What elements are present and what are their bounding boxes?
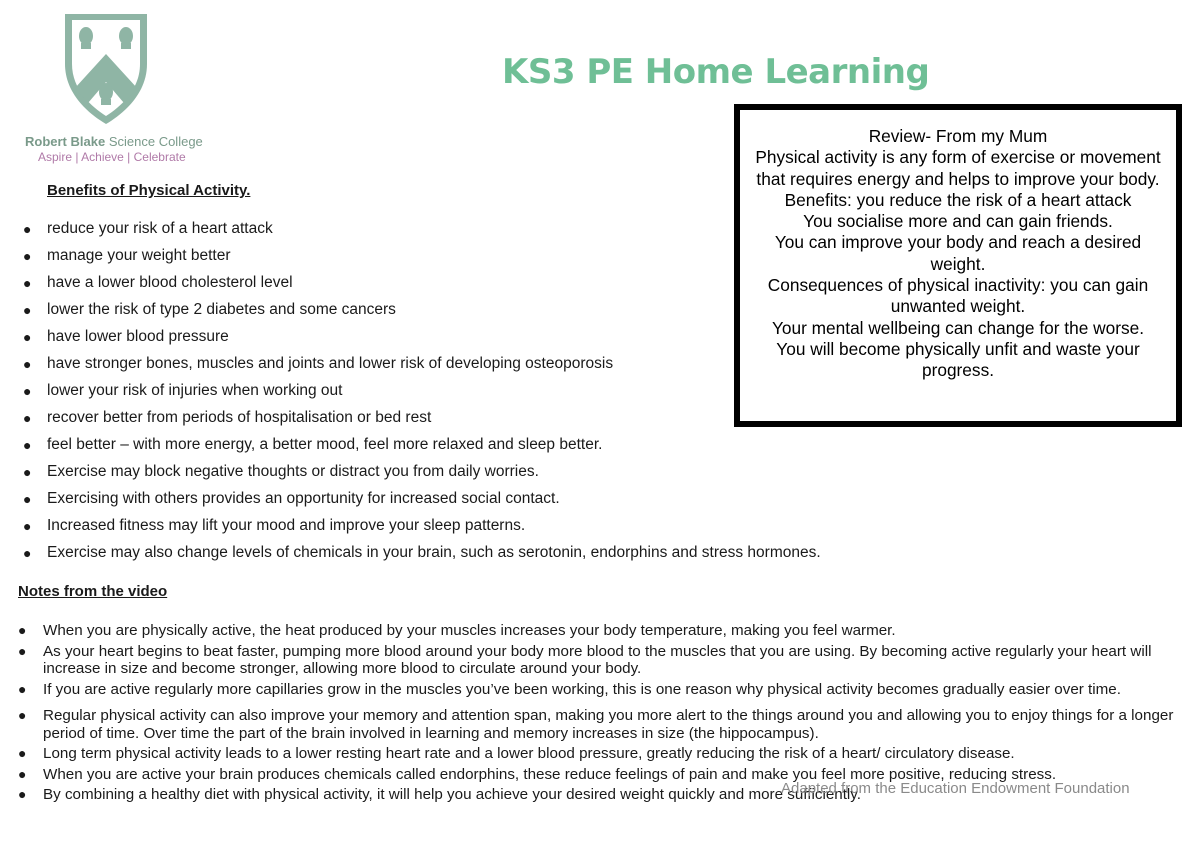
- list-item: ● Long term physical activity leads to a lower resting heart rate and a lower blood pressure, greatly reducing the risk of a heart/ circulatory disease.: [18, 745, 1015, 762]
- bullet-icon: ●: [18, 622, 27, 638]
- bullet-icon: ●: [23, 221, 32, 237]
- list-item: ● have lower blood pressure: [20, 326, 821, 353]
- review-line: Your mental wellbeing can change for the worse.: [771, 317, 1145, 338]
- review-line: You socialise more and can gain friends.: [803, 211, 1113, 232]
- list-item: ● reduce your risk of a heart attack: [20, 218, 821, 245]
- list-item: ● recover better from periods of hospitalisation or bed rest: [20, 407, 821, 434]
- list-item: ● When you are active your brain produces chemicals called endorphins, these reduce feelings of pain and make you feel more positive, reducing stress.: [18, 765, 1057, 783]
- source-credit: Adapted from the Education Endowment Foundation: [781, 780, 1130, 797]
- bullet-icon: ●: [23, 410, 32, 426]
- review-line: You can improve your body and reach a desired weight.: [774, 232, 1142, 274]
- bullet-icon: ●: [23, 545, 32, 561]
- bullet-icon: ●: [18, 745, 27, 761]
- list-item: ● Regular physical activity can also improve your memory and attention span, making you more alert to the things around you and allowing you to enjoy things for a longer period of time. Over time the part of the brain involved in learning and memory increases in size (the hippocampus).: [18, 707, 1174, 742]
- list-item: ● have stronger bones, muscles and joints and lower risk of developing osteoporosis: [20, 353, 821, 380]
- list-item: ● Exercise may also change levels of chemicals in your brain, such as serotonin, endorphins and stress hormones.: [20, 542, 821, 569]
- notes-list: [16, 622, 1192, 807]
- list-item: ● When you are physically active, the heat produced by your muscles increases your body temperature, making you feel warmer.: [18, 622, 896, 639]
- bullet-icon: ●: [18, 680, 27, 697]
- bullet-icon: ●: [23, 329, 32, 345]
- list-item: ● By combining a healthy diet with physical activity, it will help you achieve your desired weight quickly and more sufficiently.: [18, 786, 861, 803]
- list-item: ● Exercise may block negative thoughts or distract you from daily worries.: [20, 461, 821, 488]
- bullet-icon: ●: [23, 383, 32, 399]
- review-line: Review- From my Mum: [868, 126, 1048, 146]
- benefits-heading: Benefits of Physical Activity.: [47, 182, 251, 199]
- bullet-icon: ●: [23, 464, 32, 480]
- list-item: ● manage your weight better: [20, 245, 821, 272]
- notes-heading: Notes from the video: [18, 583, 168, 600]
- bullet-icon: ●: [23, 275, 32, 291]
- list-item: ● If you are active regularly more capillaries grow in the muscles you’ve been working, this is one reason why physical activity becomes gradually easier over time.: [18, 680, 1121, 698]
- list-item: ● lower your risk of injuries when working out: [20, 380, 821, 407]
- bullet-icon: ●: [23, 356, 32, 372]
- page-title: KS3 PE Home Learning: [502, 52, 930, 92]
- list-item: ● Increased fitness may lift your mood and improve your sleep patterns.: [20, 515, 821, 542]
- bullet-icon: ●: [23, 248, 32, 264]
- school-name: Robert Blake Science College: [25, 134, 203, 149]
- bullet-icon: ●: [18, 707, 27, 723]
- bullet-icon: ●: [23, 518, 32, 534]
- list-item: ● Exercising with others provides an opportunity for increased social contact.: [20, 488, 821, 515]
- bullet-icon: ●: [23, 437, 32, 453]
- bullet-icon: ●: [18, 765, 27, 782]
- review-line: Benefits: you reduce the risk of a heart attack: [784, 189, 1132, 210]
- list-item: ● have a lower blood cholesterol level: [20, 272, 821, 299]
- list-item: ● feel better – with more energy, a better mood, feel more relaxed and sleep better.: [20, 434, 821, 461]
- school-motto: Aspire | Achieve | Celebrate: [38, 150, 186, 164]
- review-line: Consequences of physical inactivity: you can gain unwanted weight.: [767, 275, 1149, 317]
- list-item: ● lower the risk of type 2 diabetes and some cancers: [20, 299, 821, 326]
- bullet-icon: ●: [18, 786, 27, 802]
- review-line: Physical activity is any form of exercise or movement that requires energy and helps to improve your body.: [755, 147, 1161, 189]
- bullet-icon: ●: [18, 642, 27, 659]
- list-item: ● As your heart begins to beat faster, pumping more blood around your body more blood to the muscles that you are using. By becoming active regularly your heart will increase in size and become stronger, allowing more blood to circulate around your body.: [18, 642, 1152, 677]
- bullet-icon: ●: [23, 302, 32, 318]
- school-logo: [14, 10, 204, 170]
- school-crest-icon: [61, 10, 151, 128]
- bullet-icon: ●: [23, 491, 32, 507]
- review-line: You will become physically unfit and waste your progress.: [776, 338, 1140, 381]
- benefits-list: [20, 218, 821, 569]
